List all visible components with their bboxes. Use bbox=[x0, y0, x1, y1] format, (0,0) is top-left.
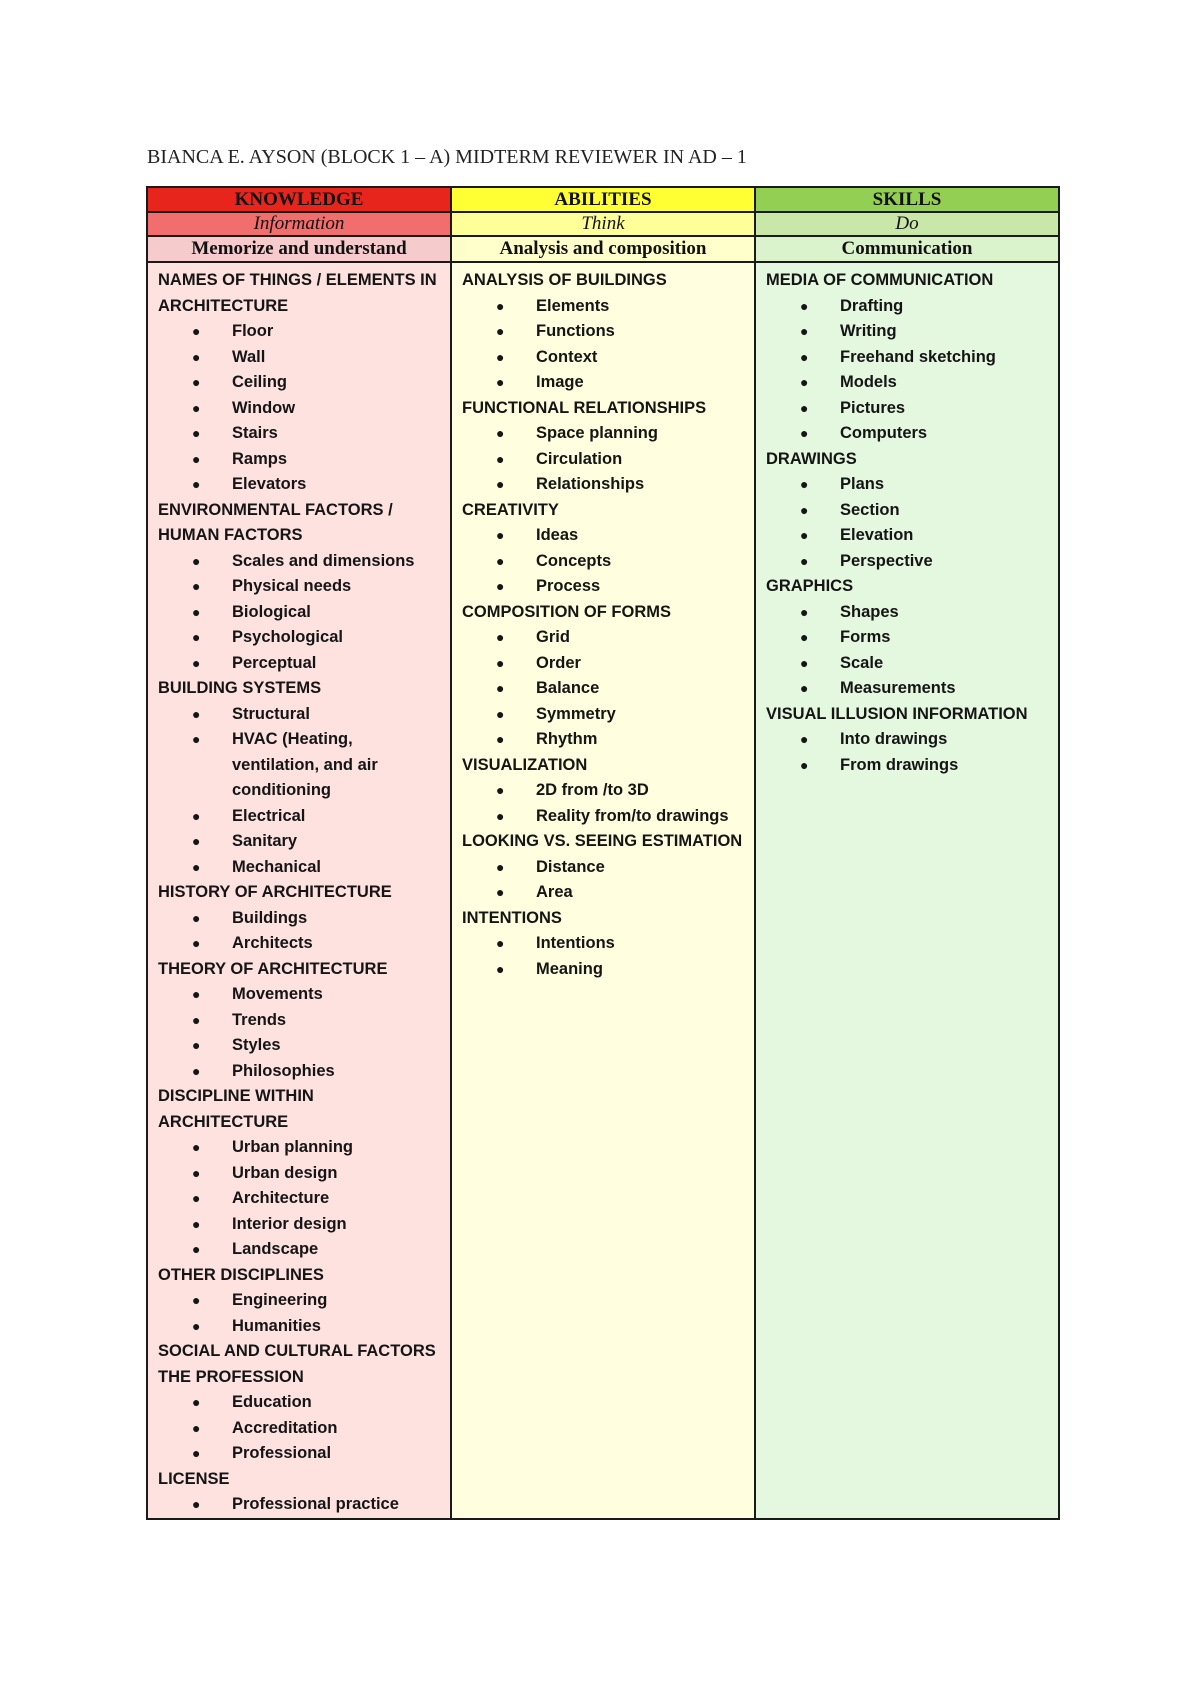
bullet-icon: ● bbox=[192, 629, 201, 645]
list-item bbox=[462, 370, 746, 396]
bullet-icon: ● bbox=[192, 1241, 201, 1257]
list-item-text: Mechanical bbox=[232, 857, 321, 876]
list-item bbox=[158, 1492, 442, 1518]
list-item bbox=[462, 421, 746, 447]
list-item bbox=[158, 1314, 442, 1340]
list-item bbox=[766, 753, 1050, 779]
bullet-icon: ● bbox=[496, 935, 505, 951]
list-item bbox=[158, 702, 442, 728]
list-item bbox=[766, 727, 1050, 753]
list-item-text: Relationships bbox=[536, 475, 645, 493]
bullet-icon: ● bbox=[192, 654, 201, 671]
list-item-text: Computers bbox=[840, 424, 928, 442]
bullet-icon: ● bbox=[496, 705, 505, 722]
bullet-icon: ● bbox=[192, 450, 201, 467]
bullet-icon: ● bbox=[800, 323, 809, 339]
section-title: SOCIAL AND CULTURAL FACTORS bbox=[158, 1342, 436, 1360]
list-item bbox=[462, 931, 746, 957]
skills-cell bbox=[755, 262, 1059, 1519]
list-item-text: Electrical bbox=[232, 806, 306, 825]
skills-focus: Communication bbox=[755, 236, 1059, 262]
bullet-icon: ● bbox=[800, 348, 809, 365]
list-item bbox=[766, 625, 1050, 651]
list-item bbox=[158, 1390, 442, 1416]
list-item-text: Circulation bbox=[536, 449, 623, 468]
list-item-text: Process bbox=[536, 577, 601, 595]
bullet-icon: ● bbox=[192, 935, 201, 951]
list-item bbox=[158, 1135, 442, 1161]
section-title: DRAWINGS bbox=[766, 449, 857, 468]
bullet-icon: ● bbox=[800, 501, 809, 518]
list-item-text: Accreditation bbox=[232, 1418, 338, 1437]
list-item-text: Education bbox=[232, 1393, 312, 1411]
list-item bbox=[158, 421, 442, 447]
list-item bbox=[462, 319, 746, 345]
list-item bbox=[462, 804, 746, 830]
list-item-text: Urban planning bbox=[232, 1138, 353, 1156]
bullet-icon: ● bbox=[496, 731, 505, 747]
bullet-icon: ● bbox=[192, 1011, 201, 1028]
bullet-icon: ● bbox=[496, 654, 505, 671]
list-item bbox=[158, 906, 442, 932]
bullet-icon: ● bbox=[800, 731, 809, 747]
bullet-icon: ● bbox=[496, 629, 505, 645]
bullet-icon: ● bbox=[192, 1215, 201, 1232]
abilities-column bbox=[452, 263, 754, 982]
list-item bbox=[158, 1059, 442, 1085]
list-item bbox=[158, 651, 442, 677]
section-title: INTENTIONS bbox=[462, 908, 562, 927]
list-item bbox=[766, 676, 1050, 702]
section-title: DISCIPLINE WITHIN ARCHITECTURE bbox=[158, 1087, 314, 1131]
list-item bbox=[462, 625, 746, 651]
section-title: HISTORY OF ARCHITECTURE bbox=[158, 883, 392, 901]
list-item bbox=[462, 472, 746, 498]
list-item bbox=[158, 345, 442, 371]
knowledge-heading: KNOWLEDGE bbox=[147, 187, 451, 212]
list-item bbox=[462, 880, 746, 906]
list-item-text: Elevators bbox=[232, 475, 307, 493]
bullet-icon: ● bbox=[192, 1496, 201, 1512]
list-item-text: Buildings bbox=[232, 908, 308, 927]
list-item bbox=[766, 421, 1050, 447]
list-item-text: Perceptual bbox=[232, 653, 317, 672]
bullet-icon: ● bbox=[192, 1190, 201, 1206]
bullet-icon: ● bbox=[496, 552, 505, 569]
bullet-icon: ● bbox=[800, 552, 809, 569]
list-item-text: Psychological bbox=[232, 628, 343, 646]
list-item bbox=[462, 651, 746, 677]
list-item bbox=[462, 702, 746, 728]
section-title: THEORY OF ARCHITECTURE bbox=[158, 959, 388, 978]
bullet-icon: ● bbox=[496, 578, 505, 594]
list-item bbox=[158, 727, 442, 804]
list-item-text: Urban design bbox=[232, 1163, 338, 1182]
list-item-text: Pictures bbox=[840, 398, 906, 417]
section-title: THE PROFESSION bbox=[158, 1367, 304, 1386]
list-item-text: Biological bbox=[232, 602, 311, 621]
list-item-text: Image bbox=[536, 373, 584, 391]
list-item-text: Shapes bbox=[840, 602, 899, 621]
skills-heading: SKILLS bbox=[755, 187, 1059, 212]
list-item-text: Elevation bbox=[840, 526, 914, 544]
bullet-icon: ● bbox=[192, 578, 201, 594]
list-item-text: Window bbox=[232, 398, 296, 417]
knowledge-cell bbox=[147, 262, 451, 1519]
bullet-icon: ● bbox=[192, 374, 201, 390]
bullet-icon: ● bbox=[800, 654, 809, 671]
skills-subheading: Do bbox=[755, 212, 1059, 236]
section-title: COMPOSITION OF FORMS bbox=[462, 602, 671, 621]
list-item-text: Architecture bbox=[232, 1189, 330, 1207]
list-item-text: Concepts bbox=[536, 551, 612, 570]
bullet-icon: ● bbox=[496, 323, 505, 339]
bullet-icon: ● bbox=[192, 323, 201, 339]
list-item-text: Freehand sketching bbox=[840, 347, 996, 366]
bullet-icon: ● bbox=[496, 960, 505, 977]
list-item-text: Forms bbox=[840, 628, 891, 646]
knowledge-column bbox=[148, 263, 450, 1518]
bullet-icon: ● bbox=[192, 705, 201, 722]
content-row bbox=[147, 262, 1059, 1519]
bullet-icon: ● bbox=[800, 527, 809, 543]
list-item-text: Physical needs bbox=[232, 577, 352, 595]
list-item bbox=[158, 982, 442, 1008]
bullet-icon: ● bbox=[800, 603, 809, 620]
list-item-text: Scale bbox=[840, 653, 884, 672]
list-item-text: Movements bbox=[232, 985, 323, 1003]
abilities-focus: Analysis and composition bbox=[451, 236, 755, 262]
list-item bbox=[158, 370, 442, 396]
list-item bbox=[462, 727, 746, 753]
list-item-text: Ideas bbox=[536, 526, 579, 544]
list-item bbox=[462, 345, 746, 371]
list-item-text: Into drawings bbox=[840, 730, 948, 748]
list-item-text: Models bbox=[840, 373, 897, 391]
list-item-text: Functions bbox=[536, 322, 615, 340]
bullet-icon: ● bbox=[192, 399, 201, 416]
section-title: FUNCTIONAL RELATIONSHIPS bbox=[462, 398, 707, 417]
list-item-text: Architects bbox=[232, 934, 313, 952]
reviewer-table bbox=[146, 186, 1060, 1520]
bullet-icon: ● bbox=[192, 1445, 201, 1461]
heading-row bbox=[147, 187, 1059, 212]
list-item-text: Structural bbox=[232, 704, 310, 723]
list-item bbox=[766, 549, 1050, 575]
list-item bbox=[766, 472, 1050, 498]
bullet-icon: ● bbox=[192, 833, 201, 849]
bullet-icon: ● bbox=[192, 858, 201, 875]
list-item-text: Floor bbox=[232, 322, 274, 340]
list-item bbox=[766, 523, 1050, 549]
list-item bbox=[462, 549, 746, 575]
list-item-text: Reality from/to drawings bbox=[536, 806, 729, 825]
bullet-icon: ● bbox=[800, 425, 809, 441]
list-item bbox=[158, 1212, 442, 1238]
list-item-text: Space planning bbox=[536, 424, 658, 442]
section-title: LOOKING VS. SEEING ESTIMATION bbox=[462, 832, 743, 850]
list-item bbox=[158, 549, 442, 575]
bullet-icon: ● bbox=[800, 476, 809, 492]
subheading-row bbox=[147, 212, 1059, 236]
bullet-icon: ● bbox=[192, 1394, 201, 1410]
section-title: LICENSE bbox=[158, 1469, 230, 1488]
list-item bbox=[462, 447, 746, 473]
section-title: MEDIA OF COMMUNICATION bbox=[766, 271, 994, 289]
list-item bbox=[462, 676, 746, 702]
list-item-text: Perspective bbox=[840, 551, 933, 570]
list-item-text: Engineering bbox=[232, 1291, 328, 1309]
list-item bbox=[766, 600, 1050, 626]
focus-row bbox=[147, 236, 1059, 262]
bullet-icon: ● bbox=[496, 680, 505, 696]
list-item-text: Rhythm bbox=[536, 730, 598, 748]
list-item bbox=[158, 1237, 442, 1263]
bullet-icon: ● bbox=[496, 527, 505, 543]
list-item bbox=[158, 319, 442, 345]
section-title: OTHER DISCIPLINES bbox=[158, 1265, 324, 1284]
list-item bbox=[158, 625, 442, 651]
list-item-text: Symmetry bbox=[536, 704, 616, 723]
list-item bbox=[158, 1416, 442, 1442]
list-item bbox=[462, 957, 746, 983]
list-item bbox=[462, 523, 746, 549]
abilities-subheading: Think bbox=[451, 212, 755, 236]
bullet-icon: ● bbox=[800, 629, 809, 645]
section-title: GRAPHICS bbox=[766, 577, 854, 595]
skills-column bbox=[756, 263, 1058, 778]
list-item-text: Stairs bbox=[232, 424, 278, 442]
bullet-icon: ● bbox=[800, 399, 809, 416]
bullet-icon: ● bbox=[800, 680, 809, 696]
bullet-icon: ● bbox=[496, 425, 505, 441]
bullet-icon: ● bbox=[192, 603, 201, 620]
bullet-icon: ● bbox=[800, 756, 809, 773]
list-item bbox=[158, 804, 442, 830]
section-title: ANALYSIS OF BUILDINGS bbox=[462, 271, 667, 289]
list-item bbox=[158, 447, 442, 473]
bullet-icon: ● bbox=[800, 374, 809, 390]
list-item-text: Context bbox=[536, 347, 598, 366]
list-item bbox=[766, 319, 1050, 345]
list-item bbox=[158, 829, 442, 855]
bullet-icon: ● bbox=[192, 1317, 201, 1334]
list-item bbox=[158, 472, 442, 498]
bullet-icon: ● bbox=[192, 476, 201, 492]
bullet-icon: ● bbox=[192, 1419, 201, 1436]
list-item-text: Balance bbox=[536, 679, 600, 697]
list-item bbox=[158, 1186, 442, 1212]
list-item bbox=[158, 574, 442, 600]
list-item-text: Drafting bbox=[840, 296, 904, 315]
list-item bbox=[462, 294, 746, 320]
list-item bbox=[462, 574, 746, 600]
bullet-icon: ● bbox=[192, 1037, 201, 1053]
knowledge-subheading: Information bbox=[147, 212, 451, 236]
list-item bbox=[158, 1008, 442, 1034]
list-item bbox=[158, 1441, 442, 1467]
list-item-text: From drawings bbox=[840, 755, 959, 774]
list-item bbox=[766, 396, 1050, 422]
list-item-text: Trends bbox=[232, 1010, 287, 1029]
list-item bbox=[158, 1033, 442, 1059]
bullet-icon: ● bbox=[192, 1062, 201, 1079]
list-item-text: Grid bbox=[536, 628, 570, 646]
section-title: CREATIVITY bbox=[462, 500, 559, 519]
bullet-icon: ● bbox=[192, 1164, 201, 1181]
bullet-icon: ● bbox=[192, 425, 201, 441]
section-title: VISUAL ILLUSION INFORMATION bbox=[766, 704, 1028, 723]
list-item-text: Measurements bbox=[840, 679, 956, 697]
list-item-text: Professional bbox=[232, 1444, 332, 1462]
list-item-text: Elements bbox=[536, 296, 610, 315]
list-item-text: Styles bbox=[232, 1036, 281, 1054]
section-title: VISUALIZATION bbox=[462, 755, 588, 774]
bullet-icon: ● bbox=[496, 782, 505, 798]
list-item bbox=[766, 345, 1050, 371]
bullet-icon: ● bbox=[192, 731, 201, 747]
list-item bbox=[462, 778, 746, 804]
list-item-text: Plans bbox=[840, 475, 885, 493]
list-item-text: Order bbox=[536, 653, 581, 672]
list-item-text: Landscape bbox=[232, 1240, 319, 1258]
list-item bbox=[766, 370, 1050, 396]
list-item-text: Writing bbox=[840, 322, 897, 340]
bullet-icon: ● bbox=[496, 807, 505, 824]
list-item-text: Sanitary bbox=[232, 832, 298, 850]
bullet-icon: ● bbox=[192, 552, 201, 569]
list-item-text: Ceiling bbox=[232, 373, 288, 391]
bullet-icon: ● bbox=[496, 476, 505, 492]
abilities-heading: ABILITIES bbox=[451, 187, 755, 212]
list-item-text: Distance bbox=[536, 857, 605, 876]
bullet-icon: ● bbox=[496, 884, 505, 900]
list-item-text: Humanities bbox=[232, 1316, 321, 1335]
list-item bbox=[158, 396, 442, 422]
list-item-text: Interior design bbox=[232, 1214, 347, 1233]
section-title: ENVIRONMENTAL FACTORS / HUMAN FACTORS bbox=[158, 500, 393, 544]
list-item bbox=[158, 600, 442, 626]
list-item-text: HVAC (Heating, ventilation, and air conditioning bbox=[232, 730, 378, 799]
bullet-icon: ● bbox=[192, 1292, 201, 1308]
list-item-text: Intentions bbox=[536, 934, 615, 952]
list-item bbox=[766, 294, 1050, 320]
list-item-text: Ramps bbox=[232, 449, 288, 468]
list-item bbox=[158, 1161, 442, 1187]
list-item-text: Wall bbox=[232, 347, 266, 366]
list-item-text: Section bbox=[840, 500, 900, 519]
list-item-text: Meaning bbox=[536, 959, 603, 978]
bullet-icon: ● bbox=[192, 1139, 201, 1155]
bullet-icon: ● bbox=[496, 858, 505, 875]
bullet-icon: ● bbox=[192, 909, 201, 926]
section-title: NAMES OF THINGS / ELEMENTS IN ARCHITECTURE bbox=[158, 271, 437, 315]
list-item bbox=[766, 651, 1050, 677]
bullet-icon: ● bbox=[192, 348, 201, 365]
list-item-text: Professional practice bbox=[232, 1495, 399, 1513]
list-item bbox=[158, 1288, 442, 1314]
bullet-icon: ● bbox=[192, 986, 201, 1002]
list-item bbox=[158, 855, 442, 881]
bullet-icon: ● bbox=[496, 297, 505, 314]
section-title: BUILDING SYSTEMS bbox=[158, 679, 322, 697]
list-item bbox=[462, 855, 746, 881]
bullet-icon: ● bbox=[800, 297, 809, 314]
list-item-text: Scales and dimensions bbox=[232, 551, 415, 570]
list-item bbox=[766, 498, 1050, 524]
bullet-icon: ● bbox=[496, 374, 505, 390]
bullet-icon: ● bbox=[496, 348, 505, 365]
document-title: BIANCA E. AYSON (BLOCK 1 – A) MIDTERM REVIEWER IN AD – 1 bbox=[147, 146, 747, 168]
bullet-icon: ● bbox=[192, 807, 201, 824]
list-item-text: Philosophies bbox=[232, 1061, 335, 1080]
list-item-text: Area bbox=[536, 883, 573, 901]
knowledge-focus: Memorize and understand bbox=[147, 236, 451, 262]
bullet-icon: ● bbox=[496, 450, 505, 467]
abilities-cell bbox=[451, 262, 755, 1519]
list-item-text: 2D from /to 3D bbox=[536, 781, 649, 799]
list-item bbox=[158, 931, 442, 957]
